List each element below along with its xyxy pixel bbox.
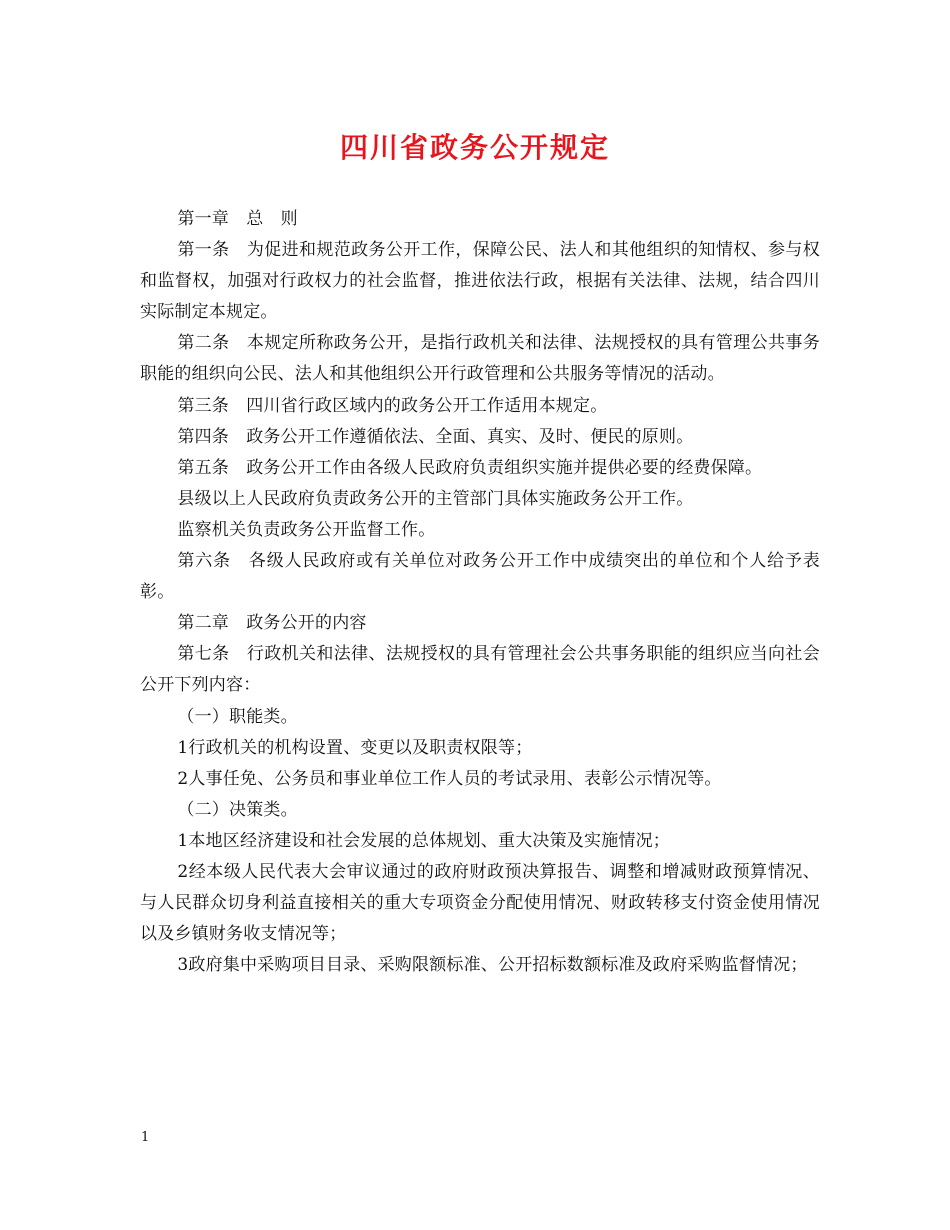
article-paragraph: 监察机关负责政务公开监督工作。: [177, 519, 436, 540]
category-heading: （一）职能类。: [177, 706, 298, 727]
article-paragraph: 第三条 四川省行政区域内的政务公开工作适用本规定。: [177, 395, 608, 416]
article-paragraph: 第六条 各级人民政府或有关单位对政务公开工作中成绩突出的单位和个人给予表彰。: [140, 551, 820, 603]
article-paragraph: 第五条 政务公开工作由各级人民政府负责组织实施并提供必要的经费保障。: [177, 457, 763, 478]
list-item: 2人事任免、公务员和事业单位工作人员的考试录用、表彰公示情况等。: [177, 768, 722, 789]
chapter-heading: 第一章 总 则: [177, 209, 298, 229]
chapter-heading: 第二章 政务公开的内容: [177, 613, 367, 634]
list-item: 1行政机关的机构设置、变更以及职责权限等；: [177, 737, 533, 758]
article-paragraph: 县级以上人民政府负责政务公开的主管部门具体实施政务公开工作。: [177, 488, 694, 509]
document-body: [140, 204, 820, 981]
page-number: 1: [141, 1130, 150, 1145]
article-paragraph: 第二条 本规定所称政务公开，是指行政机关和法律、法规授权的具有管理公共事务职能的组织向公民、法人和其他组织公开行政管理和公共服务等情况的活动。: [140, 333, 820, 385]
article-paragraph: 第一条 为促进和规范政务公开工作，保障公民、法人和其他组织的知情权、参与权和监督权，加强对行政权力的社会监督，推进依法行政，根据有关法律、法规，结合四川实际制定本规定。: [140, 240, 820, 323]
list-item: 3政府集中采购项目目录、采购限额标准、公开招标数额标准及政府采购监督情况；: [177, 955, 808, 976]
article-paragraph: 第四条 政务公开工作遵循依法、全面、真实、及时、便民的原则。: [177, 426, 694, 447]
article-paragraph: 第七条 行政机关和法律、法规授权的具有管理社会公共事务职能的组织应当向社会公开下列内容：: [140, 644, 820, 696]
list-item: 2经本级人民代表大会审议通过的政府财政预决算报告、调整和增减财政预算情况、与人民群众切身利益直接相关的重大专项资金分配使用情况、财政转移支付资金使用情况以及乡镇财务收支情况等；: [140, 861, 820, 945]
document-title: 四川省政务公开规定: [339, 131, 610, 164]
category-heading: （二）决策类。: [177, 799, 298, 820]
list-item: 1本地区经济建设和社会发展的总体规划、重大决策及实施情况；: [177, 830, 671, 851]
